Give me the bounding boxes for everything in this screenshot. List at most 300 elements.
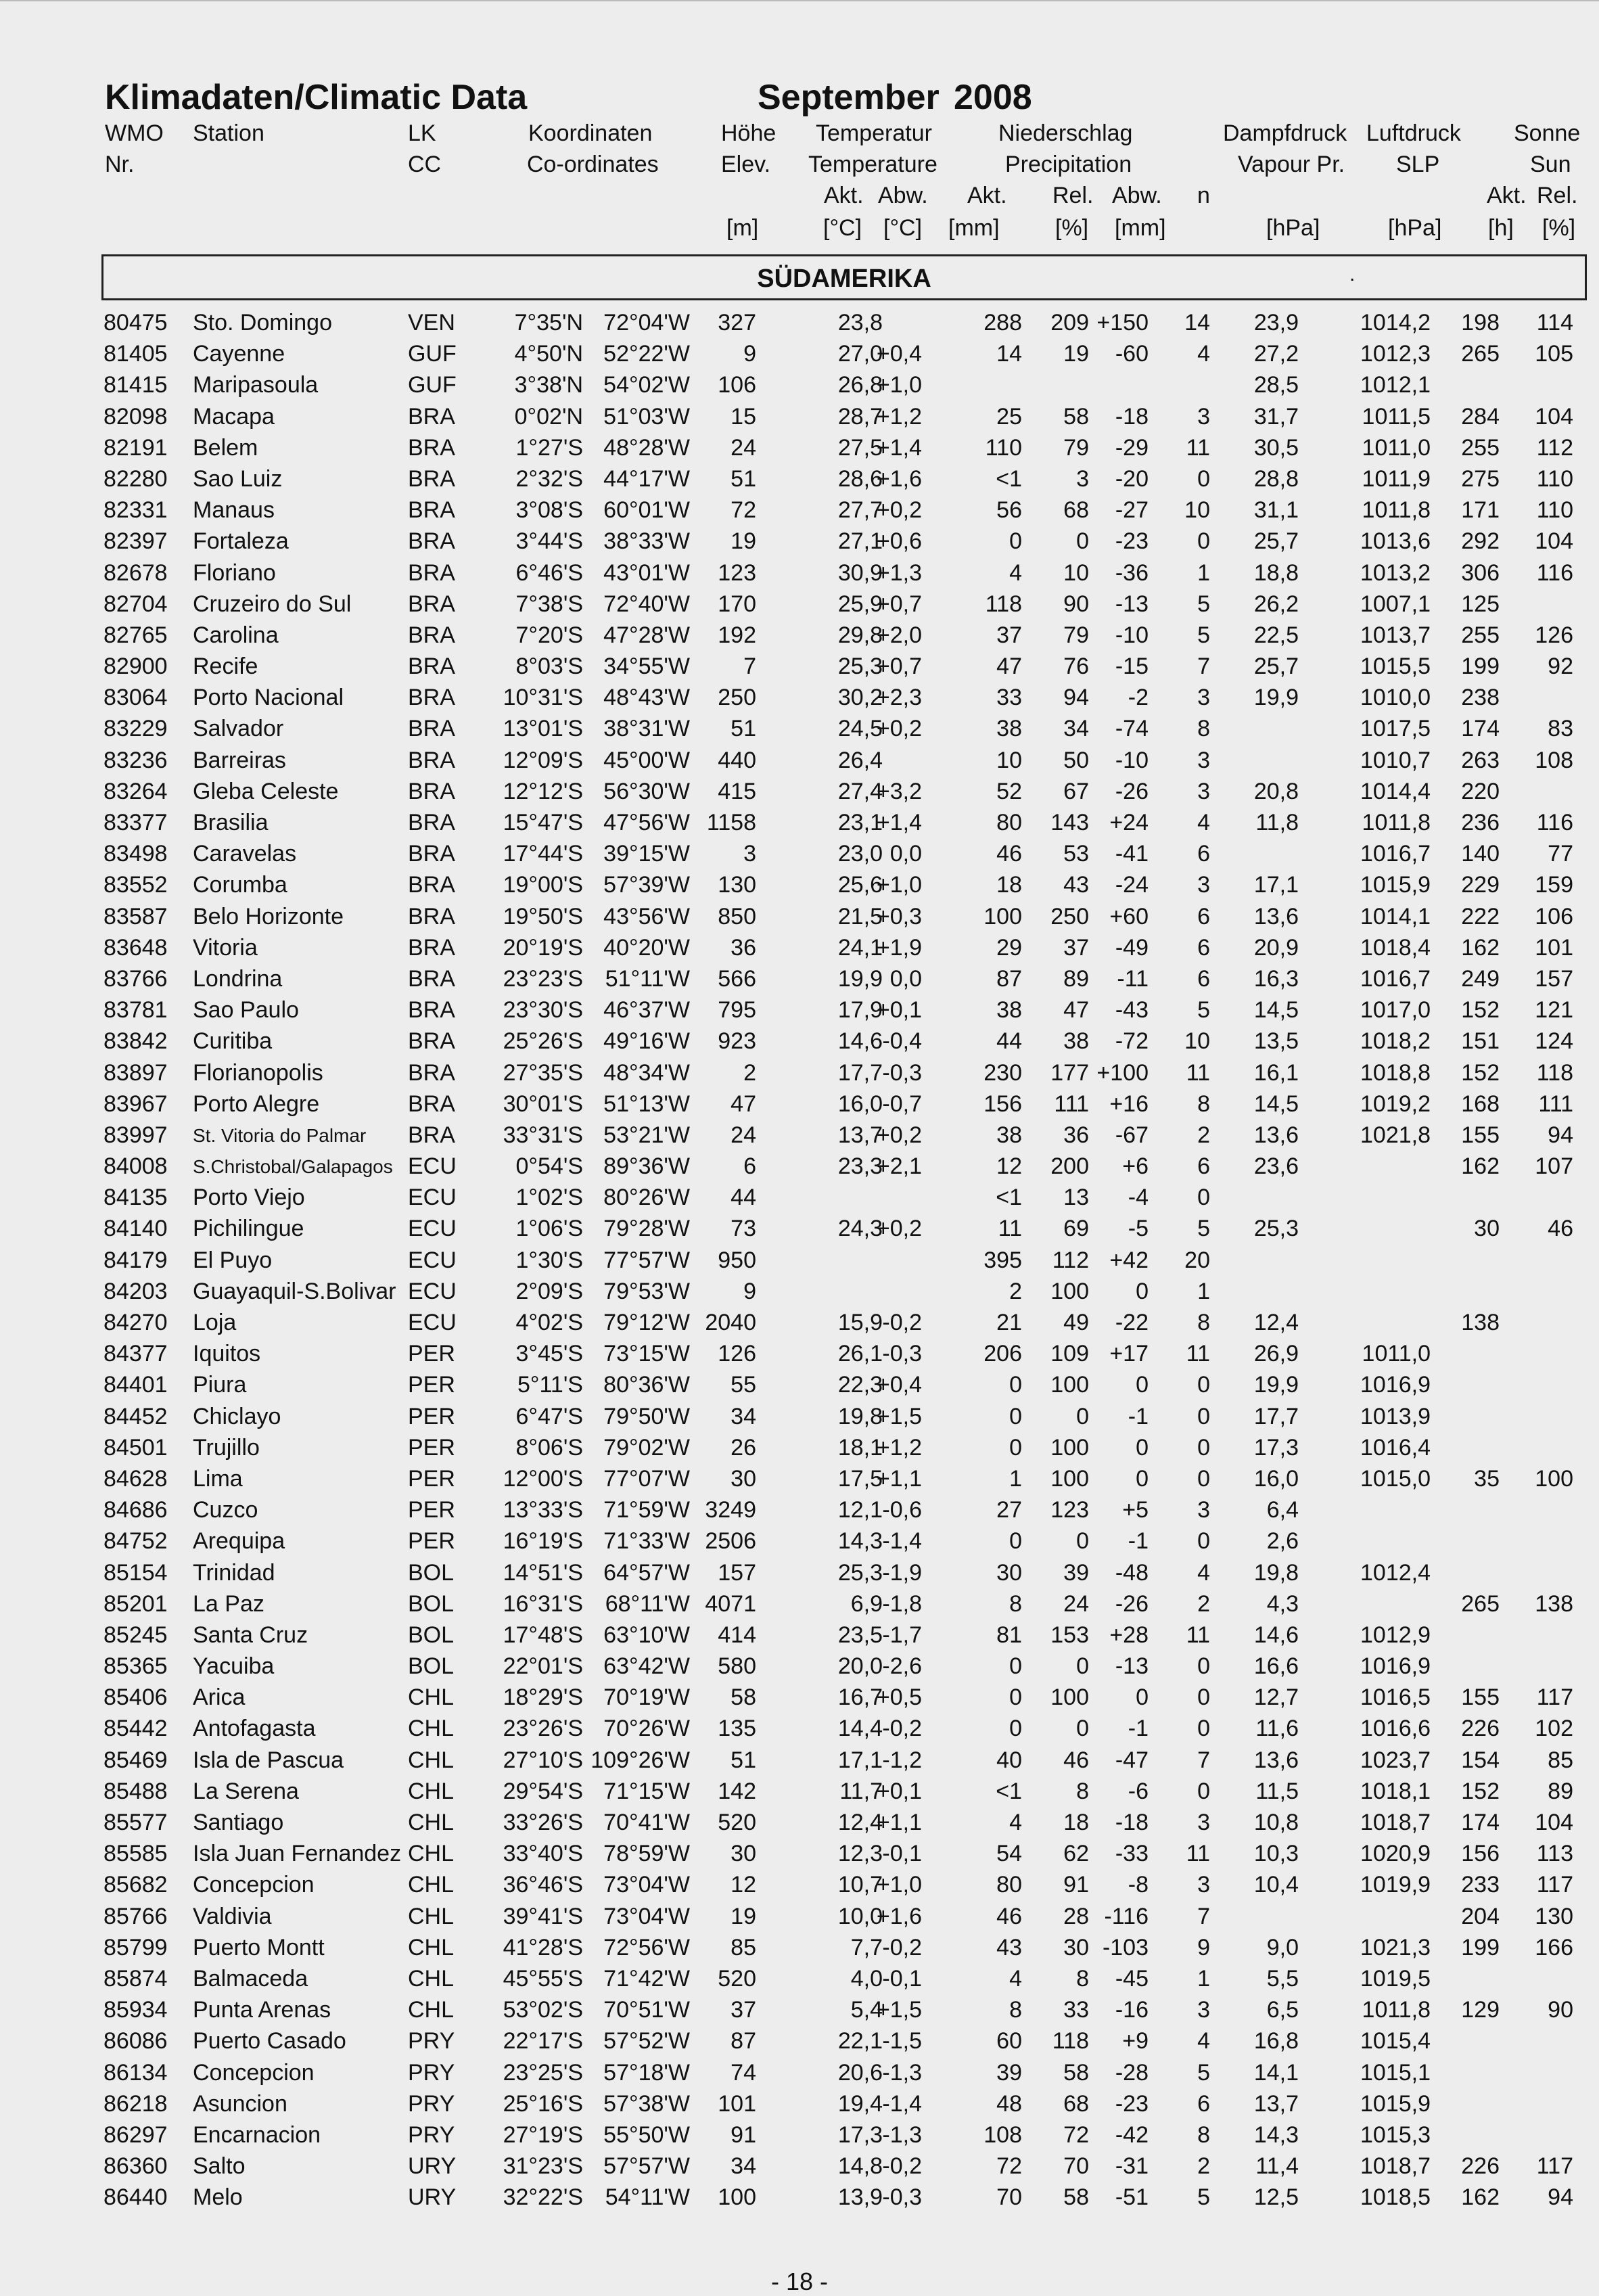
temp-actual: 17,1 (837, 1747, 883, 1773)
table-row (0, 1212, 1599, 1243)
temp-deviation: +0,3 (876, 903, 922, 929)
precip-deviation: -49 (1115, 934, 1149, 961)
longitude: 47°56'W (603, 810, 690, 835)
vapour-pressure: 14,6 (1253, 1622, 1299, 1648)
precip-days: 0 (1197, 1716, 1210, 1742)
temp-deviation: +0,6 (876, 528, 922, 555)
elevation: 123 (718, 559, 756, 586)
sea-level-pressure: 1015,0 (1360, 1465, 1431, 1492)
precip-actual: 72 (996, 2153, 1022, 2180)
latitude: 23°25'S (503, 2059, 583, 2086)
hdr-vapour: Vapour Pr. (1238, 152, 1345, 177)
longitude: 43°56'W (603, 903, 690, 929)
hdr-slp: SLP (1396, 152, 1440, 177)
latitude: 16°19'S (503, 1528, 583, 1555)
sun-relative: 106 (1535, 903, 1573, 929)
country-code: BRA (408, 903, 455, 929)
precip-relative: 72 (1063, 2121, 1089, 2148)
precip-actual: 18 (996, 872, 1022, 898)
longitude: 54°11'W (605, 2184, 690, 2211)
vapour-pressure: 14,1 (1253, 2059, 1299, 2086)
country-code: BRA (408, 591, 455, 617)
precip-days: 7 (1197, 1747, 1210, 1773)
sun-relative: 92 (1548, 653, 1573, 680)
precip-deviation: -24 (1115, 872, 1149, 898)
vapour-pressure: 6,5 (1266, 1997, 1299, 2023)
longitude: 77°57'W (603, 1247, 690, 1273)
country-code: GUF (408, 372, 457, 398)
country-code: CHL (408, 1997, 455, 2023)
precip-relative: 250 (1050, 903, 1089, 929)
temp-actual: 10,7 (837, 1872, 883, 1898)
precip-deviation: -47 (1115, 1747, 1149, 1773)
latitude: 33°26'S (503, 1810, 583, 1835)
temp-actual: 15,9 (837, 1310, 883, 1335)
sun-relative: 159 (1535, 872, 1573, 898)
temp-actual: 19,9 (837, 965, 883, 992)
wmo-number: 84628 (103, 1465, 168, 1492)
longitude: 54°02'W (603, 372, 690, 398)
elevation: 19 (731, 1903, 756, 1929)
station-name: Puerto Montt (193, 1934, 325, 1960)
sun-hours: 199 (1461, 1934, 1500, 1960)
temp-actual: 19,8 (837, 1403, 883, 1429)
vapour-pressure: 13,6 (1253, 1747, 1299, 1773)
elevation: 19 (731, 528, 756, 555)
precip-days: 9 (1197, 1934, 1210, 1960)
station-name: Punta Arenas (193, 1997, 331, 2023)
table-row (0, 2149, 1599, 2180)
precip-relative: 53 (1063, 841, 1089, 867)
table-row (0, 1118, 1599, 1149)
vapour-pressure: 18,8 (1253, 559, 1299, 586)
sun-hours: 30 (1474, 1216, 1500, 1242)
latitude: 1°30'S (515, 1247, 583, 1273)
elevation: 106 (718, 372, 756, 398)
temp-actual: 30,2 (837, 685, 883, 711)
hdr-niederschlag: Niederschlag (998, 120, 1133, 146)
sea-level-pressure: 1017,0 (1360, 997, 1431, 1024)
station-name: Belo Horizonte (193, 903, 344, 929)
vapour-pressure: 13,6 (1253, 903, 1299, 929)
precip-days: 8 (1197, 716, 1210, 742)
elevation: 72 (731, 497, 756, 524)
sea-level-pressure: 1015,4 (1360, 2028, 1431, 2054)
latitude: 25°26'S (503, 1028, 583, 1055)
elevation: 157 (718, 1559, 756, 1586)
sea-level-pressure: 1011,9 (1362, 465, 1431, 492)
elevation: 135 (718, 1716, 756, 1742)
longitude: 78°59'W (603, 1841, 690, 1867)
country-code: CHL (408, 1965, 455, 1992)
wmo-number: 85154 (103, 1559, 168, 1586)
wmo-number: 85245 (103, 1622, 168, 1648)
precip-actual: 0 (1009, 1653, 1022, 1680)
precip-actual: 43 (996, 1934, 1022, 1960)
longitude: 63°10'W (603, 1622, 690, 1648)
precip-actual: 288 (983, 310, 1022, 336)
latitude: 31°23'S (503, 2153, 583, 2180)
sea-level-pressure: 1018,5 (1360, 2184, 1431, 2211)
table-row (0, 649, 1599, 681)
station-name: Loja (193, 1310, 237, 1335)
sun-relative: 105 (1535, 341, 1573, 367)
elevation: 1158 (706, 810, 756, 835)
country-code: CHL (408, 1778, 455, 1804)
longitude: 63°42'W (603, 1653, 690, 1680)
precip-relative: 70 (1063, 2153, 1089, 2180)
station-name: Isla Juan Fernandez (193, 1841, 402, 1867)
precip-actual: <1 (996, 1778, 1022, 1804)
vapour-pressure: 6,4 (1266, 1497, 1299, 1523)
wmo-number: 82191 (103, 434, 168, 461)
table-row (0, 681, 1599, 712)
temp-deviation: +1,1 (876, 1810, 922, 1835)
elevation: 192 (718, 622, 756, 648)
table-row (0, 1806, 1599, 1837)
wmo-number: 82900 (103, 653, 168, 680)
temp-actual: 25,9 (837, 591, 883, 617)
precip-actual: 118 (985, 591, 1022, 617)
precip-days: 5 (1197, 2059, 1210, 2086)
hdr-station: Station (193, 120, 264, 146)
vapour-pressure: 10,4 (1253, 1872, 1299, 1898)
hdr-temperature: Temperature (808, 152, 937, 177)
latitude: 27°35'S (503, 1059, 583, 1086)
sun-relative: 117 (1536, 1684, 1573, 1711)
temp-actual: 20,0 (837, 1653, 883, 1680)
precip-deviation: -2 (1128, 685, 1149, 711)
precip-relative: 62 (1063, 1841, 1089, 1867)
precip-actual: 0 (1009, 1528, 1022, 1555)
precip-deviation: -1 (1128, 1528, 1149, 1555)
wmo-number: 84179 (103, 1247, 168, 1273)
country-code: ECU (408, 1185, 457, 1211)
table-row (0, 1400, 1599, 1431)
precip-actual: 0 (1009, 1403, 1022, 1429)
temp-actual: 30,9 (837, 559, 883, 586)
vapour-pressure: 28,8 (1253, 465, 1299, 492)
latitude: 13°01'S (503, 716, 583, 742)
precip-deviation: 0 (1136, 1278, 1149, 1304)
wmo-number: 83766 (103, 965, 168, 992)
sea-level-pressure: 1015,9 (1360, 2090, 1431, 2117)
station-name: Macapa (193, 403, 275, 430)
precip-deviation: -74 (1115, 716, 1149, 742)
wmo-number: 83229 (103, 716, 168, 742)
precip-actual: <1 (996, 465, 1022, 492)
vapour-pressure: 25,3 (1253, 1216, 1299, 1242)
precip-actual: 156 (983, 1090, 1022, 1117)
hdr-temp-akt: Akt. (824, 183, 864, 208)
precip-relative: 67 (1063, 778, 1089, 804)
precip-actual: 21 (996, 1310, 1022, 1335)
vapour-pressure: 28,5 (1253, 372, 1299, 398)
elevation: 850 (718, 903, 756, 929)
hdr-sonne: Sonne (1514, 120, 1581, 146)
elevation: 4071 (705, 1590, 756, 1617)
precip-actual: 39 (996, 2059, 1022, 2086)
sea-level-pressure: 1016,9 (1360, 1653, 1431, 1680)
latitude: 6°46'S (515, 559, 583, 586)
elevation: 36 (731, 934, 756, 961)
sun-hours: 238 (1461, 685, 1500, 711)
wmo-number: 84270 (103, 1310, 168, 1335)
table-row (0, 462, 1599, 493)
sun-hours: 162 (1461, 2184, 1500, 2211)
wmo-number: 84203 (103, 1278, 168, 1304)
sun-relative: 157 (1535, 965, 1573, 992)
elevation: 327 (718, 310, 756, 336)
hdr-precip-abw: Abw. (1112, 183, 1162, 208)
hdr-unit-sun-pct: [%] (1542, 215, 1576, 241)
sun-relative: 94 (1548, 1122, 1573, 1148)
temp-deviation: -1,4 (882, 1528, 922, 1555)
sun-hours: 199 (1461, 653, 1500, 680)
vapour-pressure: 30,5 (1253, 434, 1299, 461)
sea-level-pressure: 1018,4 (1360, 934, 1431, 961)
sun-hours: 284 (1461, 403, 1500, 430)
temp-actual: 14,8 (837, 2153, 883, 2180)
temp-deviation: +0,7 (876, 591, 922, 617)
station-name: Fortaleza (193, 528, 289, 555)
precip-relative: 112 (1052, 1247, 1089, 1273)
longitude: 57°39'W (603, 872, 690, 898)
latitude: 16°31'S (503, 1590, 583, 1617)
precip-relative: 10 (1063, 559, 1089, 586)
country-code: PER (408, 1497, 455, 1523)
hdr-temp-abw: Abw. (878, 183, 928, 208)
precip-relative: 100 (1050, 1684, 1089, 1711)
station-name: Trujillo (193, 1434, 260, 1461)
precip-days: 4 (1197, 2028, 1210, 2054)
elevation: 100 (718, 2184, 756, 2211)
station-name: Floriano (193, 559, 276, 586)
station-name: Arica (193, 1684, 246, 1711)
hdr-cc: CC (408, 152, 442, 177)
precip-actual: 230 (983, 1059, 1022, 1086)
temp-actual: 24,1 (837, 934, 883, 961)
country-code: BRA (408, 1122, 455, 1148)
precip-deviation: -23 (1115, 528, 1149, 555)
precip-actual: 110 (985, 434, 1022, 461)
precip-days: 20 (1184, 1247, 1210, 1273)
country-code: PER (408, 1465, 455, 1492)
table-row (0, 1493, 1599, 1524)
sun-relative: 104 (1535, 403, 1573, 430)
precip-days: 3 (1197, 872, 1210, 898)
country-code: BRA (408, 497, 455, 524)
longitude: 57°38'W (603, 2090, 690, 2117)
precip-deviation: -116 (1104, 1903, 1149, 1929)
sun-relative: 117 (1536, 1872, 1573, 1898)
latitude: 3°38'N (514, 372, 583, 398)
precip-deviation: +24 (1109, 810, 1149, 835)
precip-actual: 0 (1009, 1684, 1022, 1711)
elevation: 520 (718, 1965, 756, 1992)
precip-days: 11 (1186, 1341, 1210, 1367)
sun-relative: 110 (1536, 465, 1573, 492)
precip-actual: 60 (996, 2028, 1022, 2054)
country-code: BOL (408, 1559, 455, 1586)
vapour-pressure: 19,9 (1253, 1372, 1299, 1398)
hdr-sun: Sun (1530, 152, 1571, 177)
table-row (0, 306, 1599, 337)
vapour-pressure: 26,9 (1253, 1341, 1299, 1367)
precip-relative: 209 (1050, 310, 1089, 336)
wmo-number: 83648 (103, 934, 168, 961)
station-name: Cayenne (193, 341, 285, 367)
wmo-number: 85469 (103, 1747, 168, 1773)
sun-hours: 171 (1461, 497, 1500, 524)
hdr-sun-rel: Rel. (1537, 183, 1578, 208)
precip-days: 6 (1197, 1153, 1210, 1180)
wmo-number: 83552 (103, 872, 168, 898)
country-code: CHL (408, 1810, 455, 1835)
precip-relative: 46 (1063, 1747, 1089, 1773)
temp-actual: 22,1 (837, 2028, 883, 2054)
precip-actual: 4 (1009, 559, 1022, 586)
longitude: 48°34'W (603, 1059, 690, 1086)
precip-actual: 30 (996, 1559, 1022, 1586)
longitude: 56°30'W (603, 778, 690, 804)
sun-hours: 226 (1461, 2153, 1500, 2180)
precip-days: 6 (1197, 965, 1210, 992)
precip-days: 4 (1197, 1559, 1210, 1586)
longitude: 89°36'W (603, 1153, 690, 1180)
table-row (0, 1868, 1599, 1899)
wmo-number: 86086 (103, 2028, 168, 2054)
longitude: 79°50'W (603, 1403, 690, 1429)
table-row (0, 1931, 1599, 1962)
sun-hours: 168 (1461, 1090, 1500, 1117)
vapour-pressure: 23,9 (1253, 310, 1299, 336)
hdr-elev: Elev. (721, 152, 771, 177)
sea-level-pressure: 1010,0 (1360, 685, 1431, 711)
precip-days: 11 (1186, 1841, 1210, 1867)
temp-actual: 14,6 (837, 1028, 883, 1055)
precip-relative: 89 (1063, 965, 1089, 992)
wmo-number: 85682 (103, 1872, 168, 1898)
table-row (0, 1993, 1599, 2024)
latitude: 7°20'S (515, 622, 583, 648)
precip-days: 1 (1197, 559, 1210, 586)
station-name: Sao Luiz (193, 465, 283, 492)
sea-level-pressure: 1015,5 (1360, 653, 1431, 680)
table-row (0, 337, 1599, 368)
sun-hours: 204 (1461, 1903, 1500, 1929)
precip-days: 8 (1197, 1310, 1210, 1335)
vapour-pressure: 19,9 (1253, 685, 1299, 711)
country-code: PER (408, 1341, 455, 1367)
elevation: 440 (718, 747, 756, 773)
station-name: El Puyo (193, 1247, 273, 1273)
temp-deviation: -0,4 (882, 1028, 922, 1055)
precip-relative: 91 (1063, 1872, 1089, 1898)
precip-days: 2 (1197, 2153, 1210, 2180)
sea-level-pressure: 1013,2 (1360, 559, 1431, 586)
precip-relative: 28 (1063, 1903, 1089, 1929)
latitude: 8°03'S (515, 653, 583, 680)
vapour-pressure: 12,7 (1253, 1684, 1299, 1711)
station-name: La Serena (193, 1778, 299, 1804)
station-name: Trinidad (193, 1559, 275, 1586)
elevation: 580 (718, 1653, 756, 1680)
temp-actual: 26,4 (837, 747, 883, 773)
precip-days: 6 (1197, 934, 1210, 961)
precip-days: 7 (1197, 1903, 1210, 1929)
country-code: PRY (408, 2028, 455, 2054)
country-code: BOL (408, 1653, 455, 1680)
wmo-number: 83064 (103, 685, 168, 711)
wmo-number: 85934 (103, 1997, 168, 2023)
hdr-hoehe: Höhe (721, 120, 777, 146)
temp-actual: 17,5 (837, 1465, 883, 1492)
sun-hours: 222 (1461, 903, 1500, 929)
precip-relative: 79 (1063, 622, 1089, 648)
precip-relative: 58 (1063, 403, 1089, 430)
page-top-rule (0, 0, 1599, 1)
temp-actual: 16,0 (837, 1090, 883, 1117)
latitude: 19°50'S (503, 903, 583, 929)
vapour-pressure: 22,5 (1253, 622, 1299, 648)
precip-actual: 0 (1009, 1716, 1022, 1742)
elevation: 24 (731, 1122, 756, 1148)
precip-actual: 100 (983, 903, 1022, 929)
precip-relative: 100 (1050, 1465, 1089, 1492)
vapour-pressure: 16,6 (1253, 1653, 1299, 1680)
precip-deviation: -67 (1115, 1122, 1149, 1148)
sun-relative: 102 (1535, 1716, 1573, 1742)
vapour-pressure: 31,1 (1253, 497, 1299, 524)
elevation: 51 (731, 716, 756, 742)
wmo-number: 84752 (103, 1528, 168, 1555)
precip-days: 11 (1186, 1059, 1210, 1086)
temp-actual: 24,3 (837, 1216, 883, 1242)
country-code: CHL (408, 1934, 455, 1960)
precip-deviation: +16 (1109, 1090, 1149, 1117)
precip-deviation: -42 (1115, 2121, 1149, 2148)
sun-hours: 152 (1461, 1059, 1500, 1086)
wmo-number: 82331 (103, 497, 168, 524)
longitude: 79°02'W (603, 1434, 690, 1461)
sun-hours: 129 (1461, 1997, 1500, 2023)
vapour-pressure: 16,0 (1253, 1465, 1299, 1492)
sea-level-pressure: 1013,9 (1360, 1403, 1431, 1429)
latitude: 29°54'S (503, 1778, 583, 1804)
precip-deviation: -48 (1115, 1559, 1149, 1586)
precip-relative: 0 (1076, 1653, 1089, 1680)
temp-deviation: -0,6 (882, 1497, 922, 1523)
longitude: 34°55'W (603, 653, 690, 680)
sun-relative: 77 (1548, 841, 1573, 867)
temp-deviation: -1,3 (882, 2059, 922, 2086)
vapour-pressure: 13,5 (1253, 1028, 1299, 1055)
temp-deviation: +0,2 (876, 1216, 922, 1242)
precip-deviation: -20 (1115, 465, 1149, 492)
temp-deviation: +1,6 (876, 1903, 922, 1929)
longitude: 45°00'W (603, 747, 690, 773)
precip-deviation: +5 (1122, 1497, 1149, 1523)
vapour-pressure: 12,4 (1253, 1310, 1299, 1335)
wmo-number: 85766 (103, 1903, 168, 1929)
sea-level-pressure: 1019,5 (1360, 1965, 1431, 1992)
elevation: 2 (743, 1059, 756, 1086)
sea-level-pressure: 1018,7 (1360, 1810, 1431, 1835)
country-code: BRA (408, 872, 455, 898)
precip-relative: 79 (1063, 434, 1089, 461)
temp-deviation: -0,3 (882, 2184, 922, 2211)
